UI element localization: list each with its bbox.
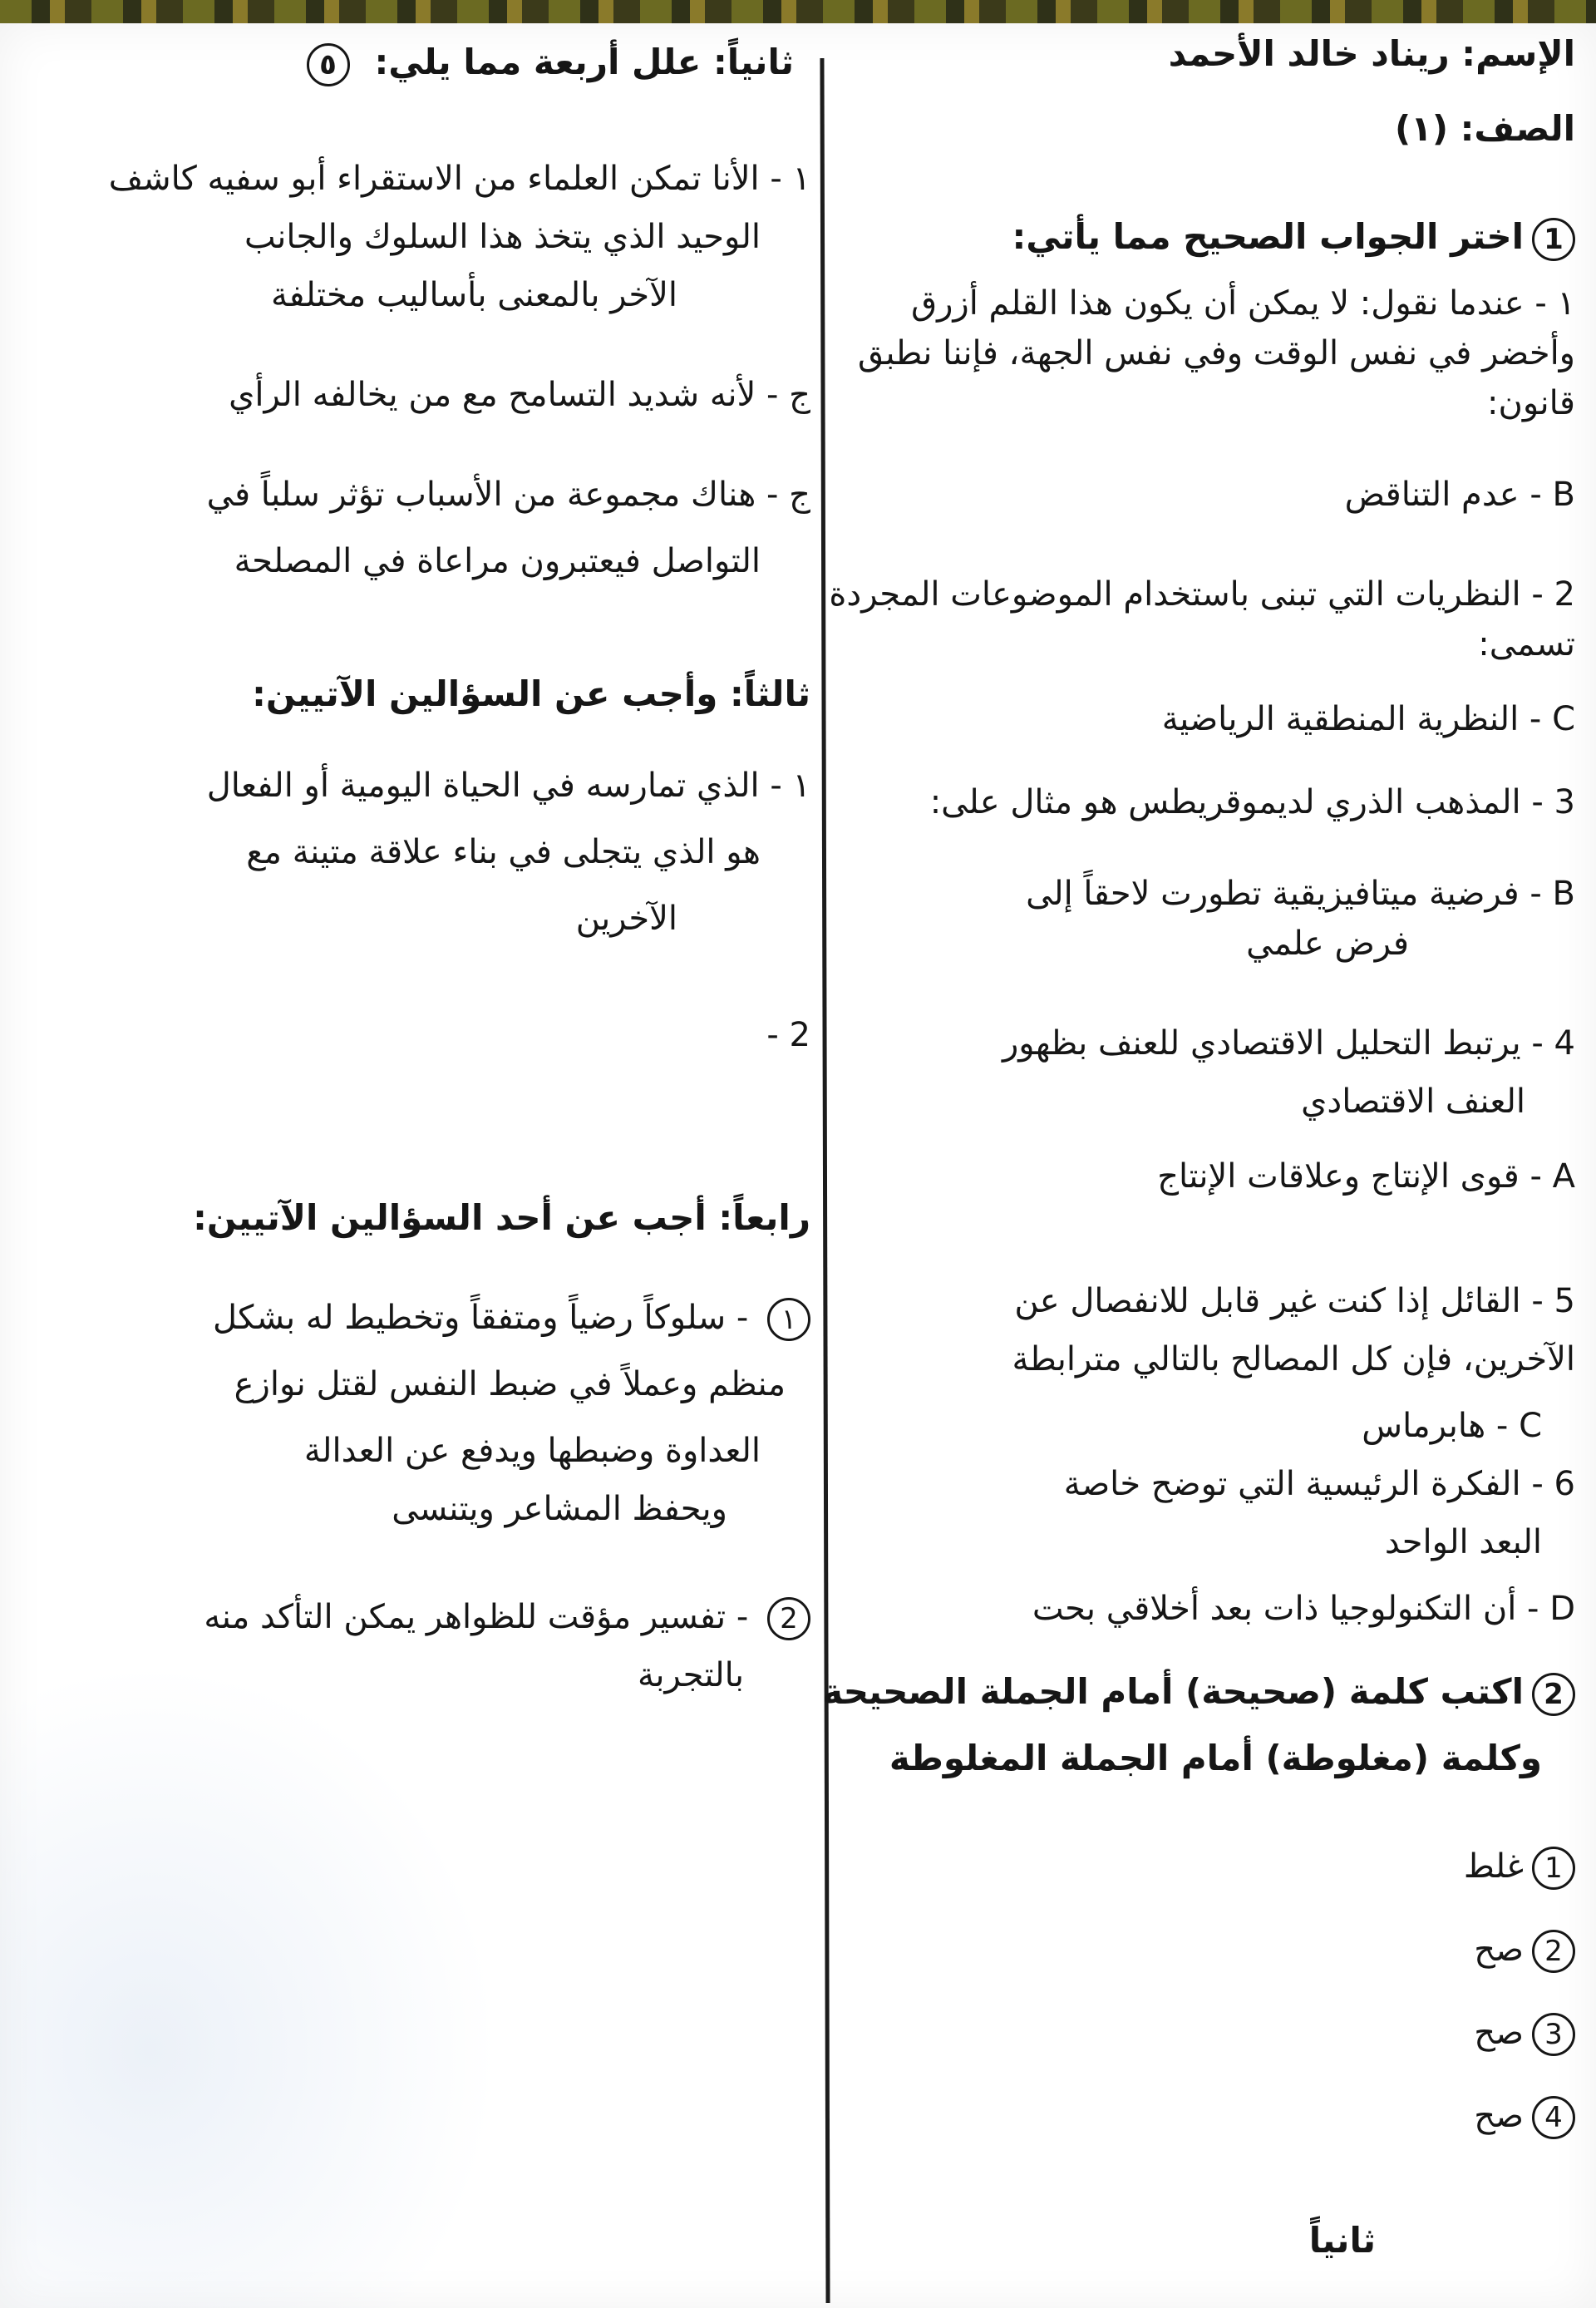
q1-item-2-cont: تسمى: <box>1478 625 1575 663</box>
q1-title: 1اختر الجواب الصحيح مما يأتي: <box>1012 216 1575 261</box>
section2-title: ثانياً: علل أربعة مما يلي:٥ <box>298 42 795 86</box>
q1-item-1-answer: B - عدم التناقض <box>1344 476 1575 514</box>
section4-answer-1-cont: منظم وعملاً في ضبط النفس لقتل نوازع <box>234 1365 786 1403</box>
q2-answer-4: 4صح <box>1474 2095 1575 2139</box>
q1-item-2-answer: C - النظرية المنطقية الرياضية <box>1161 700 1575 738</box>
section3-answer-2: 2 - <box>766 1016 810 1054</box>
student-name: الإسم: ريناد خالد الأحمد <box>1168 33 1575 74</box>
q2-answer-3: 3صح <box>1474 2012 1575 2056</box>
q1-item-2: 2 - النظريات التي تبنى باستخدام الموضوعات المجردة <box>829 575 1575 614</box>
section4-answer-2: 2 - تفسير مؤقت للظواهر يمكن التأكد منه <box>204 1596 810 1640</box>
q1-item-3: 3 - المذهب الذري لديموقريطس هو مثال على: <box>929 783 1575 821</box>
q1-item-4-answer: A - قوى الإنتاج وعلاقات الإنتاج <box>1157 1157 1575 1196</box>
reason-1-cont2: الآخر بالمعنى بأساليب مختلفة <box>270 276 677 314</box>
reason-3: ج - هناك مجموعة من الأسباب تؤثر سلباً في <box>206 476 810 514</box>
q2-title-cont: وكلمة (مغلوطة) أمام الجملة المغلوطة <box>889 1738 1542 1778</box>
section4-title: رابعاً: أجب عن أحد السؤالين الآتيين: <box>193 1197 810 1238</box>
section2-score: ٥ <box>307 43 350 86</box>
section3-answer-1-cont2: الآخرين <box>575 900 677 938</box>
section3-title: ثالثاً: وأجب عن السؤالين الآتيين: <box>252 673 810 714</box>
paper-stain <box>0 1663 499 2308</box>
q2-title: 2اكتب كلمة (صحيحة) أمام الجملة الصحيحة <box>822 1671 1575 1716</box>
section4-answer-1-cont3: ويحفظ المشاعر ويتنسى <box>392 1490 727 1528</box>
q1-number: 1 <box>1532 218 1575 261</box>
q1-item-5-answer: C - هابرماس <box>1362 1407 1542 1445</box>
section4-answer-2-cont: بالتجربة <box>637 1656 744 1694</box>
q1-item-5: 5 - القائل إذا كنت غير قابل للانفصال عن <box>1014 1282 1575 1320</box>
q1-item-3-answer: B - فرضية ميتافيزيقية تطورت لاحقاً إلى <box>1026 875 1575 913</box>
q1-item-1: ١ - عندما نقول: لا يمكن أن يكون هذا القلم أزرق <box>911 284 1575 323</box>
q1-item-4-cont: العنف الاقتصادي <box>1301 1082 1525 1121</box>
q1-item-3-answer-cont: فرض علمي <box>1246 925 1409 963</box>
section3-answer-1: ١ - الذي تمارسه في الحياة اليومية أو الفعال <box>206 767 810 805</box>
section4-answer-1: ١ - سلوكاً رضياً ومتفقاً وتخطيط له بشكل <box>213 1297 810 1341</box>
section4-answer-1-cont2: العداوة وضبطها ويدفع عن العدالة <box>303 1432 761 1470</box>
page-footer: ثانياً <box>1308 2220 1376 2261</box>
reason-2: ج - لأنه شديد التسامح مع من يخالفه الرأي <box>229 376 810 414</box>
q1-item-6-answer: D - أن التكنولوجيا ذات بعد أخلاقي بحت <box>1032 1590 1575 1628</box>
q1-item-5-cont: الآخرين، فإن كل المصالح بالتالي مترابطة <box>1012 1340 1575 1378</box>
reason-1: ١ - الأنا تمكن العلماء من الاستقراء أبو سفيه كاشف <box>108 160 810 198</box>
student-class: الصف: (١) <box>1394 108 1575 149</box>
q2-number: 2 <box>1532 1673 1575 1716</box>
reason-3-cont: التواصل فيعتبرون مراعاة في المصلحة <box>234 542 761 580</box>
q1-item-4: 4 - يرتبط التحليل الاقتصادي للعنف بظهور <box>1002 1024 1575 1063</box>
q1-item-6-cont: البعد الواحد <box>1384 1523 1542 1561</box>
q1-item-1-cont: وأخضر في نفس الوقت وفي نفس الجهة، فإننا نطبق <box>858 334 1575 372</box>
q2-answer-2: 2صح <box>1474 1929 1575 1973</box>
q1-item-1-cont2: قانون: <box>1487 384 1575 422</box>
reason-1-cont: الوحيد الذي يتخذ هذا السلوك والجانب <box>244 218 761 256</box>
q2-answer-1: 1غلط <box>1464 1846 1575 1890</box>
q1-item-6: 6 - الفكرة الرئيسية التي توضح خاصة <box>1063 1465 1575 1503</box>
section3-answer-1-cont: هو الذي يتجلى في بناء علاقة متينة مع <box>246 833 761 871</box>
